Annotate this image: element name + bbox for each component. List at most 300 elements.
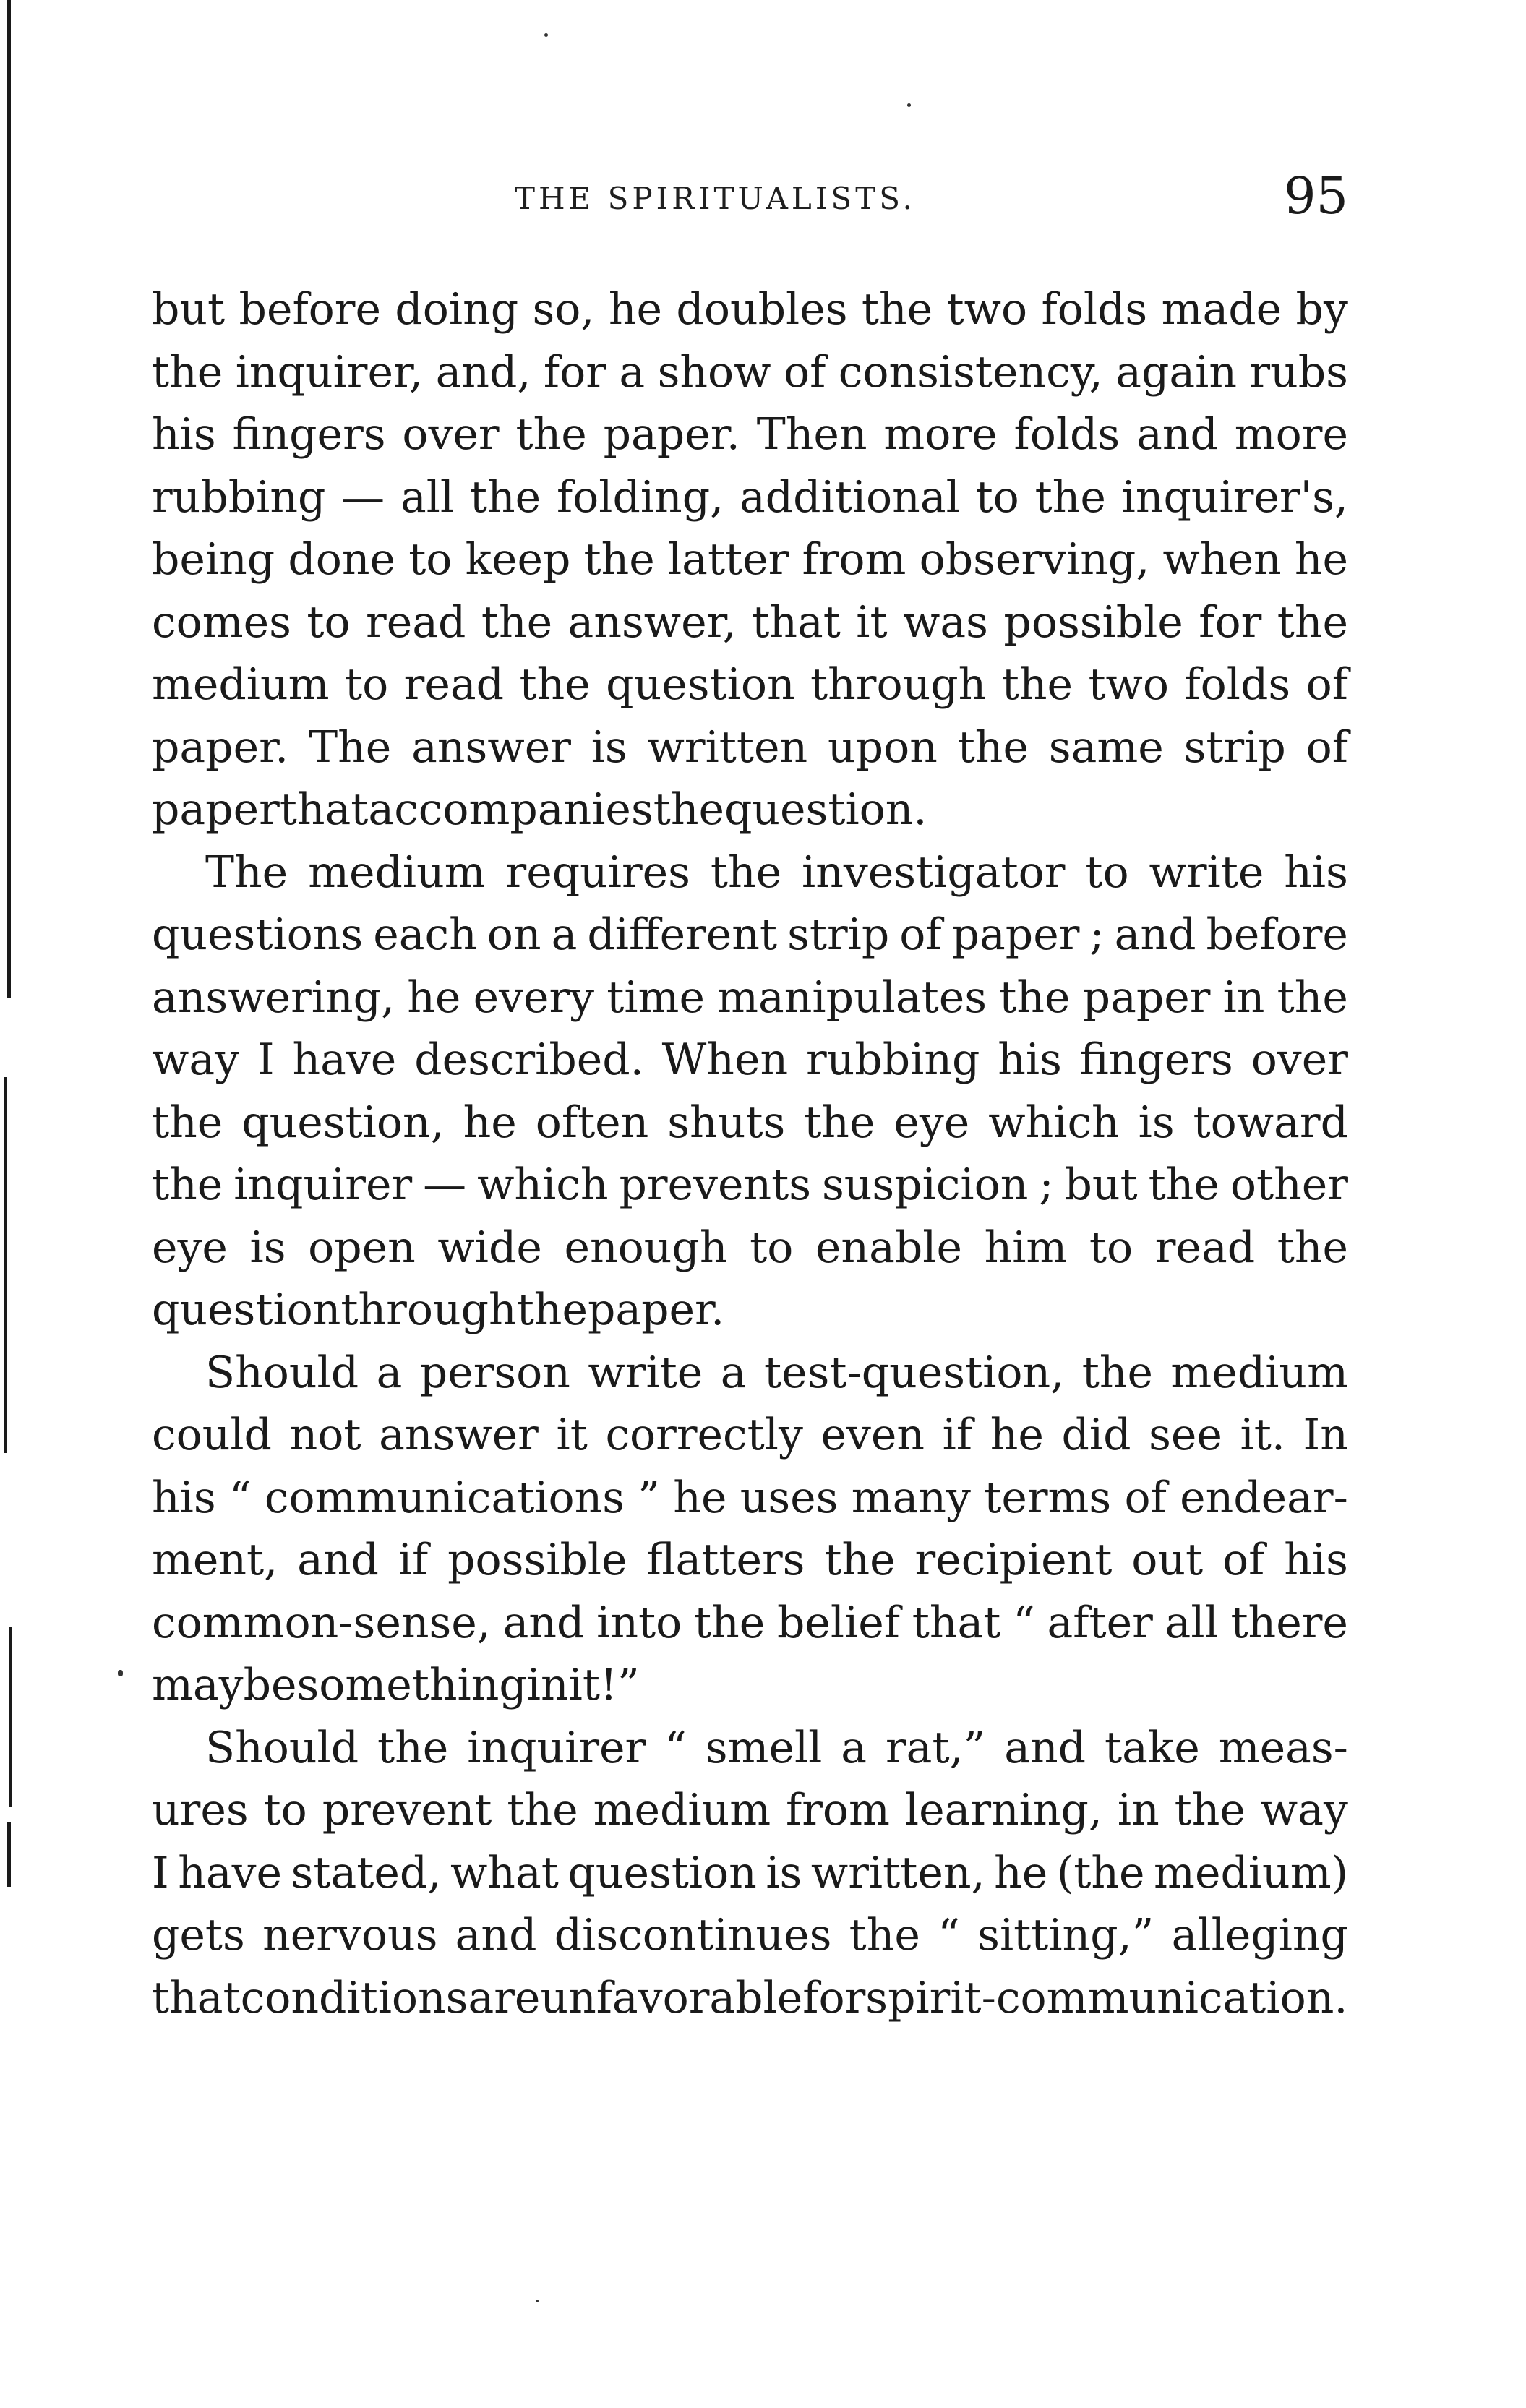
- word: by: [1295, 284, 1348, 335]
- word: be: [243, 1660, 297, 1710]
- word: write: [588, 1347, 703, 1398]
- word: and: [1114, 909, 1196, 960]
- word: sitting,”: [977, 1910, 1154, 1961]
- word: Should: [205, 1722, 359, 1773]
- text-line: [152, 1592, 1348, 1655]
- word: inquirer: [467, 1722, 646, 1773]
- word: and: [1004, 1722, 1086, 1773]
- word: for: [802, 1972, 866, 2023]
- word: often: [535, 1097, 649, 1148]
- word: time: [606, 972, 705, 1023]
- word: of: [1306, 721, 1348, 773]
- text-line: [152, 1842, 1348, 1905]
- text-line: [152, 1654, 1348, 1717]
- word: folds: [1013, 409, 1120, 460]
- word: the: [957, 721, 1029, 773]
- word: the: [653, 784, 724, 835]
- word: so,: [532, 284, 595, 335]
- text-line: [152, 341, 1348, 404]
- word: there: [1230, 1597, 1348, 1648]
- text-line: [152, 1467, 1348, 1530]
- word: read: [366, 596, 466, 648]
- word: Should: [205, 1347, 359, 1398]
- word: to: [408, 534, 453, 585]
- word: his: [1284, 847, 1348, 898]
- word: I: [152, 1847, 169, 1898]
- word: what: [450, 1847, 559, 1898]
- word: each: [373, 909, 477, 960]
- word: rubbing: [152, 471, 326, 523]
- word: a: [551, 909, 578, 960]
- word: the: [1277, 1222, 1348, 1273]
- word: that: [279, 784, 369, 835]
- word: inquirer's,: [1121, 471, 1348, 523]
- text-line: [152, 967, 1348, 1029]
- word: on: [486, 909, 541, 960]
- word: other: [1230, 1160, 1348, 1210]
- word: out: [1131, 1535, 1204, 1585]
- word: through: [340, 1285, 517, 1335]
- word: question.: [724, 784, 927, 835]
- page-header: [0, 166, 1526, 231]
- word: inquirer: [233, 1160, 413, 1210]
- word: all: [1165, 1597, 1219, 1648]
- word: the: [515, 409, 587, 460]
- word: medium: [593, 1785, 771, 1835]
- word: in: [526, 1660, 569, 1710]
- word: the: [710, 847, 782, 898]
- text-line: [152, 278, 1348, 341]
- word: over: [402, 409, 500, 460]
- word: is: [1138, 1097, 1175, 1148]
- word: gets: [152, 1910, 245, 1961]
- word: when: [1162, 534, 1282, 585]
- word: he: [407, 972, 461, 1023]
- paragraph: [152, 1342, 1348, 1717]
- word: comes: [152, 596, 291, 648]
- word: described.: [414, 1034, 644, 1085]
- word: manipulates: [717, 972, 987, 1023]
- text-line: [152, 654, 1348, 716]
- word: but: [1064, 1160, 1138, 1210]
- word: before: [1206, 909, 1348, 960]
- word: question: [567, 1847, 757, 1898]
- word: stated,: [291, 1847, 442, 1898]
- word: the: [481, 596, 553, 648]
- word: flatters: [646, 1535, 805, 1585]
- word: did: [1061, 1410, 1131, 1460]
- word: he: [994, 1847, 1048, 1898]
- word: folds: [1184, 659, 1291, 710]
- word: prevent: [322, 1785, 492, 1835]
- text-line: [152, 1092, 1348, 1154]
- word: rubs: [1249, 346, 1348, 398]
- word: him: [984, 1222, 1068, 1273]
- text-line: [152, 841, 1348, 904]
- word: strip: [787, 909, 890, 960]
- word: it.: [1240, 1410, 1285, 1460]
- paragraph: [152, 1717, 1348, 2030]
- word: The: [205, 847, 288, 898]
- word: for: [543, 346, 606, 398]
- word: to: [750, 1222, 794, 1273]
- word: even: [820, 1410, 925, 1460]
- text-line: [152, 528, 1348, 591]
- word: all: [400, 471, 455, 523]
- word: are: [468, 1972, 541, 2023]
- word: medium): [1154, 1847, 1348, 1898]
- word: additional: [739, 471, 960, 523]
- word: answer: [411, 721, 571, 773]
- word: same: [1048, 721, 1164, 773]
- word: discontinues: [554, 1910, 832, 1961]
- word: and: [502, 1597, 585, 1648]
- word: possible: [447, 1535, 627, 1585]
- word: “: [938, 1910, 960, 1961]
- word: to: [307, 596, 351, 648]
- word: (the: [1056, 1847, 1145, 1898]
- word: the: [1148, 1160, 1219, 1210]
- word: after: [1047, 1597, 1153, 1648]
- word: could: [152, 1410, 272, 1460]
- text-line: [152, 1717, 1348, 1780]
- word: the: [1174, 1785, 1246, 1835]
- body-text: [152, 278, 1348, 2029]
- text-line: [152, 1967, 1348, 2030]
- word: more: [1234, 409, 1348, 460]
- word: folding,: [556, 471, 724, 523]
- word: and: [297, 1535, 379, 1585]
- word: every: [473, 972, 595, 1023]
- word: communications: [264, 1472, 625, 1523]
- word: suspicion: [821, 1160, 1029, 1210]
- word: the: [1277, 596, 1348, 648]
- word: the: [861, 284, 933, 335]
- word: more: [883, 409, 998, 460]
- text-line: [152, 1279, 1348, 1342]
- word: the: [693, 1597, 766, 1648]
- word: ment,: [152, 1535, 278, 1585]
- word: medium: [308, 847, 486, 898]
- scan-edge-mark: [7, 0, 11, 998]
- word: was: [903, 596, 988, 648]
- text-line: [152, 1217, 1348, 1280]
- word: is: [249, 1222, 286, 1273]
- word: in: [1222, 972, 1265, 1023]
- word: if: [398, 1535, 429, 1585]
- word: enable: [815, 1222, 962, 1273]
- word: person: [419, 1347, 570, 1398]
- word: !: [599, 1660, 618, 1710]
- word: keep: [465, 534, 571, 585]
- word: answer: [379, 1410, 539, 1460]
- word: alleging: [1171, 1910, 1348, 1961]
- word: before: [239, 284, 381, 335]
- word: that: [912, 1597, 1001, 1648]
- word: the: [1277, 972, 1348, 1023]
- word: paper: [951, 909, 1080, 960]
- word: When: [661, 1034, 789, 1085]
- word: paper.: [603, 409, 740, 460]
- word: —: [423, 1160, 467, 1210]
- word: read: [1154, 1222, 1256, 1273]
- word: paper: [1082, 972, 1211, 1023]
- word: to: [344, 659, 389, 710]
- word: into: [596, 1597, 682, 1648]
- word: belief: [776, 1597, 900, 1648]
- word: consistency,: [838, 346, 1103, 398]
- word: recipient: [914, 1535, 1113, 1585]
- text-line: [152, 716, 1348, 779]
- word: for: [1199, 596, 1262, 648]
- word: the: [507, 1785, 578, 1835]
- text-line: [152, 1404, 1348, 1467]
- word: the: [377, 1722, 449, 1773]
- word: that: [752, 596, 841, 648]
- word: common-sense,: [152, 1597, 491, 1648]
- word: that: [152, 1972, 241, 2023]
- word: “: [1013, 1597, 1035, 1648]
- word: he: [1294, 534, 1348, 585]
- word: questions: [152, 909, 364, 960]
- word: it: [568, 1660, 600, 1710]
- word: doing: [395, 284, 519, 335]
- word: from: [786, 1785, 890, 1835]
- text-line: [152, 779, 1348, 841]
- word: through: [810, 659, 987, 710]
- word: of: [899, 909, 942, 960]
- word: medium: [1170, 1347, 1348, 1398]
- word: a: [619, 346, 646, 398]
- word: possible: [1003, 596, 1183, 648]
- word: something: [296, 1660, 527, 1710]
- word: test-question,: [763, 1347, 1065, 1398]
- word: question: [152, 1285, 341, 1335]
- word: a: [841, 1722, 867, 1773]
- word: to: [263, 1785, 307, 1835]
- word: rat,”: [886, 1722, 986, 1773]
- word: many: [851, 1472, 971, 1523]
- word: the: [1001, 659, 1073, 710]
- word: learning,: [904, 1785, 1102, 1835]
- word: I: [257, 1034, 275, 1085]
- word: shuts: [667, 1097, 786, 1148]
- word: the: [804, 1097, 875, 1148]
- word: and,: [435, 346, 531, 398]
- word: a: [720, 1347, 747, 1398]
- word: spirit-communication.: [865, 1972, 1348, 2023]
- ink-speck: [907, 103, 911, 107]
- word: to: [975, 471, 1019, 523]
- ink-speck: [544, 33, 548, 37]
- word: folds: [1041, 284, 1148, 335]
- word: medium: [152, 659, 330, 710]
- word: paper: [152, 784, 280, 835]
- word: and: [455, 1910, 537, 1961]
- word: again: [1115, 346, 1237, 398]
- word: observing,: [919, 534, 1150, 585]
- word: his: [998, 1034, 1062, 1085]
- ink-speck: [118, 1670, 123, 1676]
- text-line: [152, 1904, 1348, 1967]
- text-line: [152, 1342, 1348, 1405]
- word: ;: [1089, 909, 1105, 960]
- word: inquirer,: [235, 346, 424, 398]
- word: The: [309, 721, 392, 773]
- word: done: [288, 534, 396, 585]
- word: he: [463, 1097, 517, 1148]
- word: correctly: [605, 1410, 803, 1460]
- word: different: [587, 909, 778, 960]
- word: the: [824, 1535, 896, 1585]
- word: written,: [810, 1847, 985, 1898]
- word: In: [1303, 1410, 1348, 1460]
- word: it: [856, 596, 888, 648]
- scan-edge-mark: [9, 1627, 12, 1807]
- word: which: [988, 1097, 1120, 1148]
- word: written: [647, 721, 808, 773]
- scan-edge-mark: [4, 1077, 7, 1453]
- word: see: [1149, 1410, 1222, 1460]
- ink-speck: [536, 2300, 539, 2302]
- word: endear-: [1180, 1472, 1348, 1523]
- word: “: [664, 1722, 687, 1773]
- word: over: [1251, 1034, 1348, 1085]
- text-line: [152, 1529, 1348, 1592]
- word: open: [308, 1222, 416, 1273]
- text-line: [152, 466, 1348, 529]
- word: fingers: [1079, 1034, 1233, 1085]
- word: of: [783, 346, 826, 398]
- word: of: [1306, 659, 1348, 710]
- word: two: [1088, 659, 1170, 710]
- word: the: [519, 659, 591, 710]
- text-line: [152, 1779, 1348, 1842]
- word: prevents: [619, 1160, 812, 1210]
- word: to: [1085, 847, 1129, 898]
- word: made: [1161, 284, 1282, 335]
- text-line: [152, 403, 1348, 466]
- word: eye: [893, 1097, 970, 1148]
- paragraph: [152, 278, 1348, 841]
- word: ”: [638, 1472, 661, 1523]
- word: strip: [1183, 721, 1286, 773]
- word: ures: [152, 1785, 249, 1835]
- running-head: THE SPIRITUALISTS.: [515, 181, 916, 216]
- word: if: [942, 1410, 973, 1460]
- word: —: [341, 471, 385, 523]
- word: have: [292, 1034, 397, 1085]
- word: the: [999, 972, 1071, 1023]
- scan-edge-mark: [7, 1822, 11, 1887]
- text-line: [152, 1029, 1348, 1092]
- word: he: [608, 284, 663, 335]
- word: doubles: [676, 284, 848, 335]
- word: uses: [740, 1472, 839, 1523]
- word: write: [1149, 847, 1264, 898]
- word: the: [849, 1910, 920, 1961]
- word: of: [1222, 1535, 1265, 1585]
- word: answer,: [567, 596, 737, 648]
- word: requires: [505, 847, 690, 898]
- word: enough: [564, 1222, 728, 1273]
- word: which: [477, 1160, 609, 1210]
- word: ”: [617, 1660, 640, 1710]
- word: in: [1117, 1785, 1159, 1835]
- word: the: [583, 534, 655, 585]
- word: to: [1089, 1222, 1133, 1273]
- word: he: [673, 1472, 727, 1523]
- word: the: [469, 471, 541, 523]
- word: way: [1260, 1785, 1348, 1835]
- word: is: [591, 721, 627, 773]
- word: show: [657, 346, 771, 398]
- word: terms: [984, 1472, 1112, 1523]
- word: smell: [705, 1722, 823, 1773]
- word: being: [152, 534, 275, 585]
- word: question: [606, 659, 795, 710]
- word: but: [152, 284, 226, 335]
- word: of: [1124, 1472, 1167, 1523]
- word: his: [152, 1472, 216, 1523]
- word: the: [152, 346, 223, 398]
- word: fingers: [232, 409, 386, 460]
- word: two: [946, 284, 1028, 335]
- word: eye: [152, 1222, 228, 1273]
- word: answering,: [152, 972, 395, 1023]
- word: latter: [667, 534, 789, 585]
- paragraph: [152, 841, 1348, 1342]
- word: question,: [241, 1097, 445, 1148]
- word: read: [403, 659, 505, 710]
- word: toward: [1193, 1097, 1348, 1148]
- word: unfavorable: [540, 1972, 803, 2023]
- word: nervous: [262, 1910, 438, 1961]
- word: a: [376, 1347, 403, 1398]
- text-line: [152, 1154, 1348, 1217]
- word: take: [1105, 1722, 1200, 1773]
- word: the: [1034, 471, 1106, 523]
- word: Then: [756, 409, 867, 460]
- word: paper.: [587, 1285, 725, 1335]
- word: is: [766, 1847, 802, 1898]
- word: accompanies: [368, 784, 653, 835]
- word: the: [516, 1285, 588, 1335]
- word: ;: [1039, 1160, 1054, 1210]
- word: the: [152, 1160, 223, 1210]
- word: the: [152, 1097, 223, 1148]
- word: way: [152, 1034, 240, 1085]
- word: meas-: [1218, 1722, 1348, 1773]
- word: not: [289, 1410, 361, 1460]
- word: wide: [437, 1222, 542, 1273]
- word: he: [990, 1410, 1044, 1460]
- text-line: [152, 904, 1348, 967]
- word: the: [1081, 1347, 1153, 1398]
- word: his: [152, 409, 216, 460]
- page-number: 95: [1284, 166, 1349, 226]
- word: have: [178, 1847, 283, 1898]
- word: and: [1136, 409, 1218, 460]
- word: rubbing: [805, 1034, 980, 1085]
- word: from: [802, 534, 906, 585]
- word: investigator: [802, 847, 1066, 898]
- word: his: [1284, 1535, 1348, 1585]
- word: may: [152, 1660, 244, 1710]
- text-line: [152, 591, 1348, 654]
- word: “: [228, 1472, 252, 1523]
- word: conditions: [240, 1972, 468, 2023]
